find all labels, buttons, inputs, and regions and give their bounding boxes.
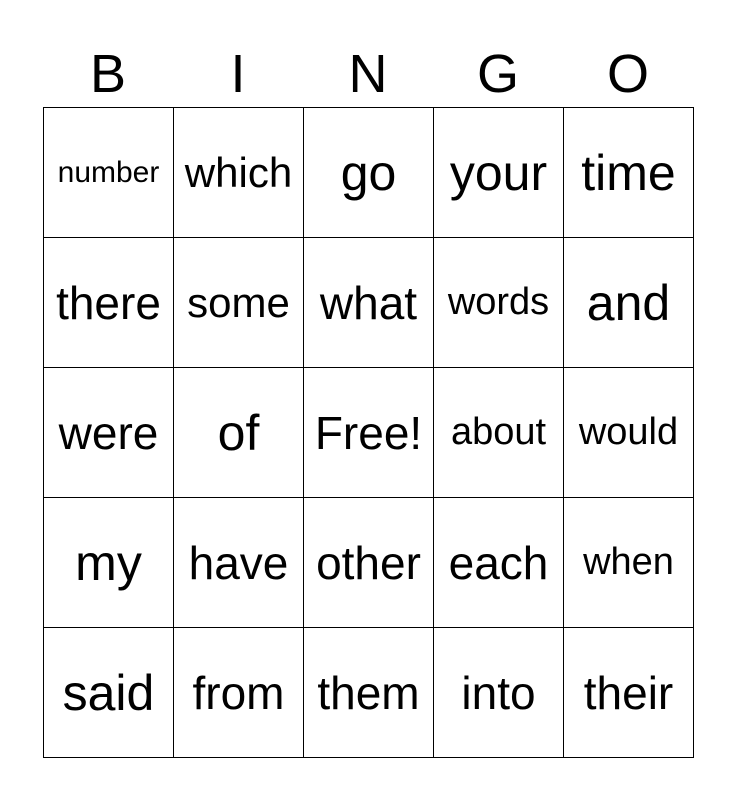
cell-word: your <box>449 144 548 201</box>
bingo-cell[interactable] <box>434 628 564 758</box>
cell-word: of <box>217 404 260 461</box>
cell-word: about <box>450 411 547 453</box>
bingo-cell[interactable] <box>434 238 564 368</box>
cell-word: words <box>447 281 550 323</box>
cell-word: which <box>184 148 293 196</box>
bingo-cell[interactable] <box>44 108 174 238</box>
free-space-label: Free! <box>314 406 423 459</box>
header-letter-o: O <box>606 44 649 104</box>
cell-word: their <box>583 666 674 719</box>
cell-word: said <box>62 664 155 721</box>
cell-word: were <box>58 406 159 459</box>
cell-word: number <box>57 155 160 189</box>
bingo-cell[interactable] <box>304 628 434 758</box>
cell-word: and <box>586 274 671 331</box>
bingo-grid <box>43 107 694 758</box>
bingo-cell[interactable] <box>174 108 304 238</box>
cell-word: from <box>192 666 285 719</box>
bingo-cell[interactable] <box>44 498 174 628</box>
bingo-cell[interactable] <box>44 238 174 368</box>
bingo-cell[interactable] <box>174 368 304 498</box>
cell-word: what <box>319 276 418 329</box>
cell-word: some <box>187 278 290 326</box>
cell-word: have <box>188 536 289 589</box>
bingo-cell[interactable] <box>434 498 564 628</box>
bingo-cell[interactable] <box>174 498 304 628</box>
bingo-cell[interactable] <box>174 628 304 758</box>
cell-word: when <box>583 541 674 583</box>
cell-word: there <box>56 276 161 329</box>
bingo-cell[interactable] <box>564 368 694 498</box>
bingo-cell[interactable] <box>44 628 174 758</box>
cell-word: go <box>340 144 397 201</box>
bingo-cell-free[interactable] <box>304 368 434 498</box>
bingo-cell[interactable] <box>304 498 434 628</box>
bingo-cell[interactable] <box>564 498 694 628</box>
header-letter-g: G <box>476 44 519 104</box>
cell-word: other <box>316 536 421 589</box>
cell-word: would <box>578 411 679 453</box>
header-letter-n: N <box>348 44 388 104</box>
cell-word: each <box>448 536 549 589</box>
bingo-cell[interactable] <box>174 238 304 368</box>
bingo-cell[interactable] <box>564 628 694 758</box>
cell-word: time <box>581 144 676 201</box>
bingo-cell[interactable] <box>304 108 434 238</box>
bingo-cell[interactable] <box>304 238 434 368</box>
bingo-header <box>43 44 693 104</box>
cell-word: them <box>317 666 420 719</box>
cell-word: into <box>461 666 536 719</box>
header-letter-i: I <box>230 44 246 104</box>
bingo-cell[interactable] <box>564 108 694 238</box>
bingo-cell[interactable] <box>434 368 564 498</box>
bingo-cell[interactable] <box>564 238 694 368</box>
bingo-cell[interactable] <box>434 108 564 238</box>
bingo-cell[interactable] <box>44 368 174 498</box>
cell-word: my <box>75 534 142 591</box>
header-letter-b: B <box>89 44 127 104</box>
